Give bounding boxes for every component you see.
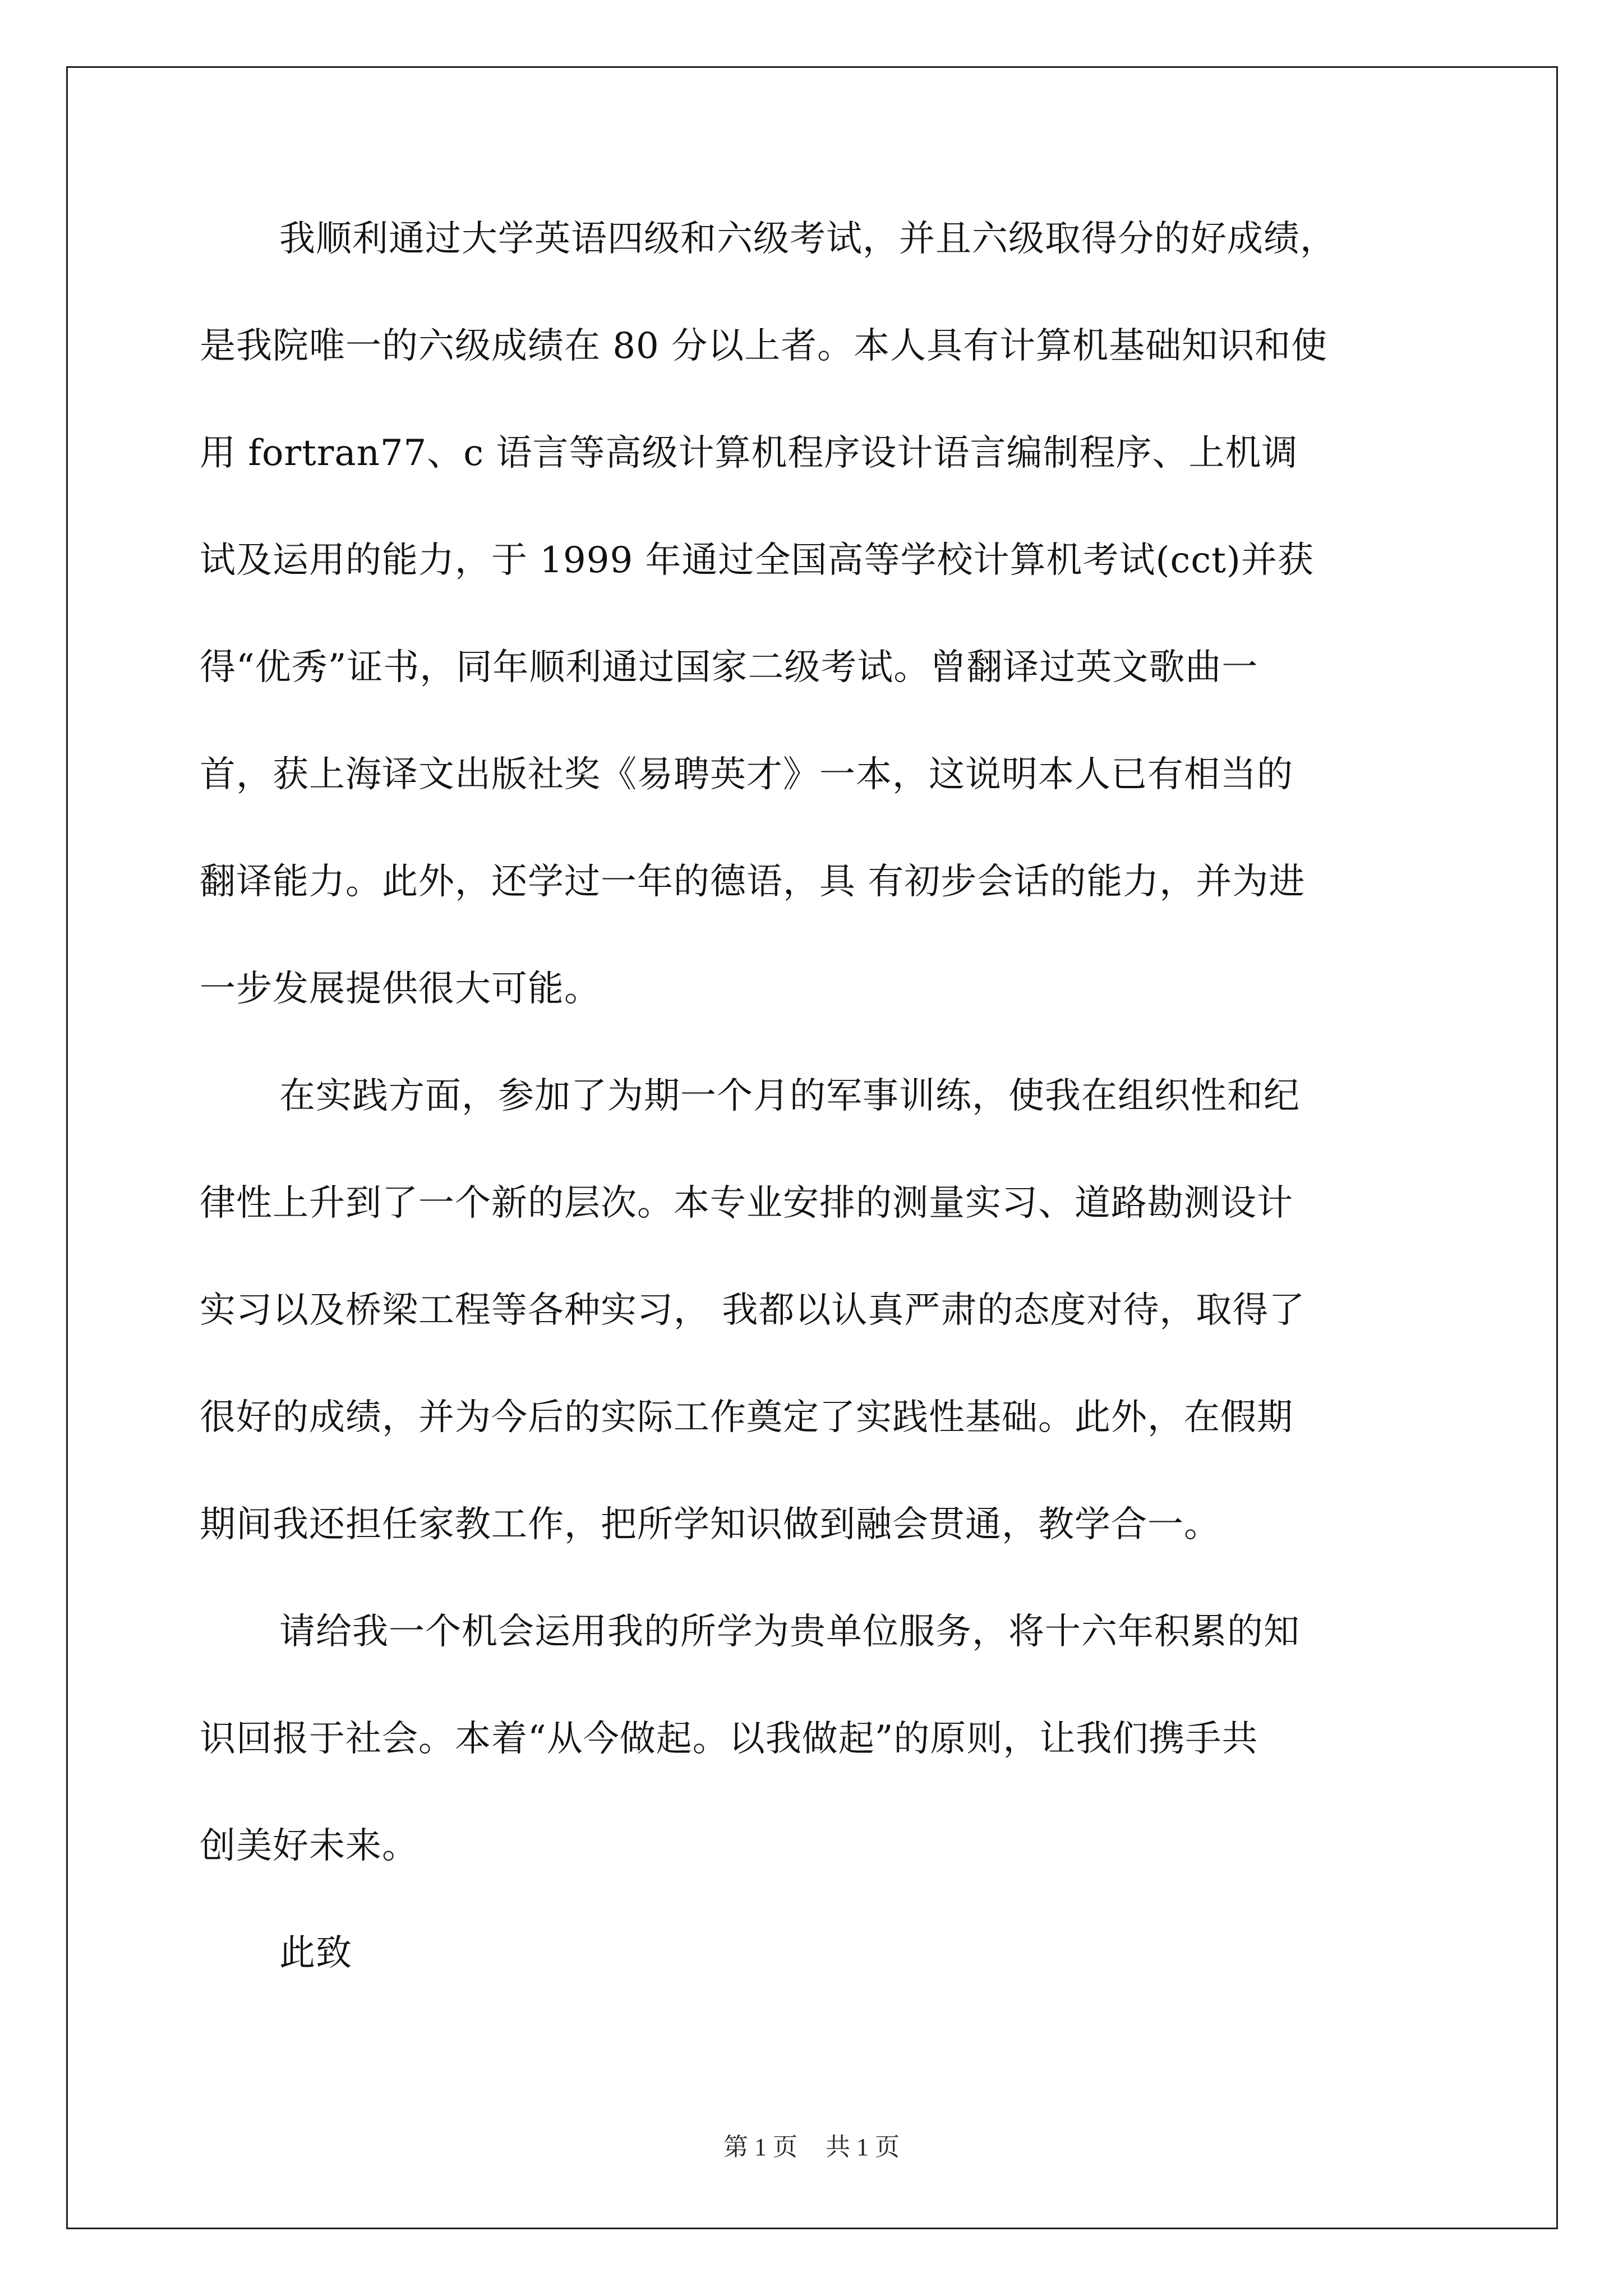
paragraph-1-line-6: 首，获上海译文出版社奖《易聘英才》一本，这说明本人已有相当的 xyxy=(200,754,1293,795)
paragraph-1-line-2: 是我院唯一的六级成绩在 80 分以上者。本人具有计算机基础知识和使 xyxy=(200,325,1328,367)
page-footer xyxy=(0,2132,1623,2163)
paragraph-1-line-5: 得“优秀”证书，同年顺利通过国家二级考试。曾翻译过英文歌曲一 xyxy=(200,647,1258,688)
page-total: 共 1 页 xyxy=(826,2133,900,2161)
paragraph-3-line-1: 请给我一个机会运用我的所学为贵单位服务，将十六年积累的知 xyxy=(279,1611,1300,1653)
paragraph-3-line-3: 创美好未来。 xyxy=(200,1825,418,1867)
paragraph-1-line-3: 用 fortran77、c 语言等高级计算机程序设计语言编制程序、上机调 xyxy=(200,432,1298,474)
paragraph-2-line-1: 在实践方面，参加了为期一个月的军事训练，使我在组织性和纪 xyxy=(279,1075,1300,1117)
paragraph-1-line-7: 翻译能力。此外，还学过一年的德语，具 有初步会话的能力，并为进 xyxy=(200,861,1306,903)
paragraph-1-line-1: 我顺利通过大学英语四级和六级考试，并且六级取得分的好成绩， xyxy=(279,218,1336,260)
page-border xyxy=(66,66,1558,2229)
page-number: 第 1 页 xyxy=(723,2133,797,2161)
paragraph-1-line-4: 试及运用的能力，于 1999 年通过全国高等学校计算机考试(cct)并获 xyxy=(200,540,1314,581)
paragraph-2-line-3: 实习以及桥梁工程等各种实习， 我都以认真严肃的态度对待，取得了 xyxy=(200,1290,1306,1331)
paragraph-1-line-8: 一步发展提供很大可能。 xyxy=(200,968,601,1010)
paragraph-3-line-2: 识回报于社会。本着“从今做起。以我做起”的原则，让我们携手共 xyxy=(200,1718,1258,1760)
paragraph-2-line-5: 期间我还担任家教工作，把所学知识做到融会贯通，教学合一。 xyxy=(200,1504,1220,1545)
closing-salutation: 此致 xyxy=(279,1932,352,1974)
paragraph-2-line-2: 律性上升到了一个新的层次。本专业安排的测量实习、道路勘测设计 xyxy=(200,1182,1293,1224)
paragraph-2-line-4: 很好的成绩，并为今后的实际工作奠定了实践性基础。此外，在假期 xyxy=(200,1397,1293,1438)
